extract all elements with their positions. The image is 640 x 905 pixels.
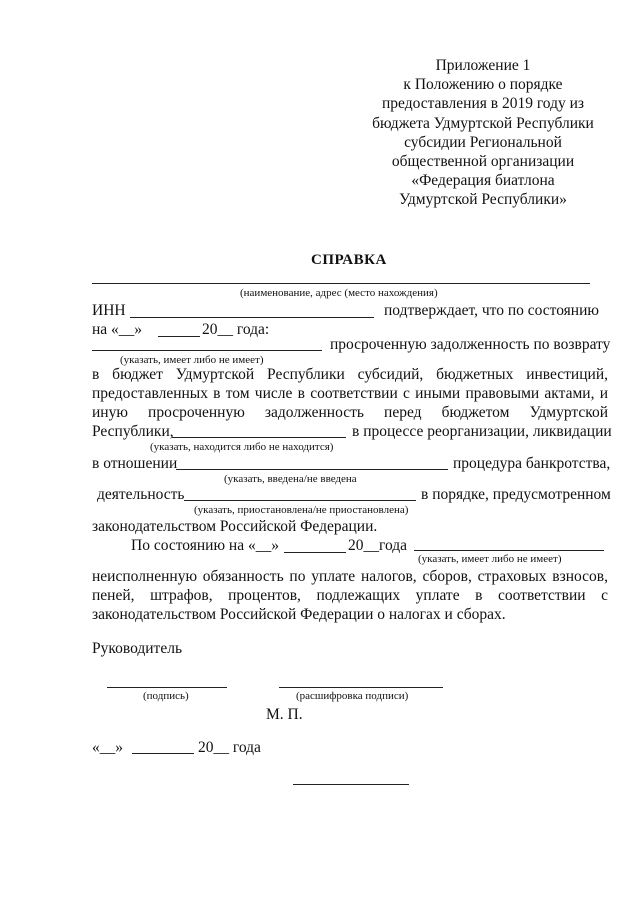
body-line-1: в бюджет Удмуртской Республики субсидий, бюджетных инвестиций, bbox=[92, 366, 608, 383]
annex-line: предоставления в 2019 году из bbox=[381, 95, 585, 113]
signature-blank bbox=[107, 687, 227, 688]
final-date-month-blank bbox=[132, 753, 194, 754]
signature-decode-blank bbox=[279, 687, 443, 688]
reorganization-status-blank bbox=[172, 437, 346, 438]
hint-signature: (подпись) bbox=[143, 690, 189, 702]
final-date-year: 20__ года bbox=[198, 739, 261, 756]
regarding-text: в отношении bbox=[92, 455, 178, 472]
hint-name-address: (наименование, адрес (место нахождения) bbox=[240, 287, 438, 299]
hint-signature-decode: (расшифровка подписи) bbox=[296, 690, 409, 702]
annex-line: субсидии Региональной bbox=[404, 133, 562, 151]
inn-confirms-text: подтверждает, что по состоянию bbox=[384, 302, 599, 319]
hint-has-2: (указать, имеет либо не имеет) bbox=[418, 553, 562, 565]
asof-year: 20__года bbox=[348, 537, 408, 554]
annex-line: Удмуртской Республики» bbox=[399, 191, 567, 209]
date-month-blank bbox=[158, 336, 200, 337]
head-label: Руководитель bbox=[92, 640, 183, 657]
body-line-3: иную просроченную задолженность перед бюджетом Удмуртской bbox=[92, 404, 608, 421]
hint-has: (указать, имеет либо не имеет) bbox=[120, 354, 264, 366]
asof-month-blank bbox=[284, 552, 346, 553]
inn-blank bbox=[130, 317, 374, 318]
inn-label: ИНН bbox=[92, 302, 126, 319]
tax-line-3: законодательством Российской Федерации о налогах и сборах. bbox=[92, 606, 506, 623]
stamp-label: М. П. bbox=[266, 706, 303, 723]
annex-line: к Положению о порядке bbox=[403, 76, 563, 94]
activity-text: деятельность bbox=[97, 486, 185, 503]
hint-is: (указать, находится либо не находится) bbox=[150, 441, 334, 453]
body-line-4-suffix: в процессе реорганизации, ликвидации bbox=[352, 423, 612, 440]
document-title: СПРАВКА bbox=[311, 252, 387, 268]
body-line-4-prefix: Республики, bbox=[92, 423, 174, 440]
annex-header bbox=[350, 56, 616, 210]
annex-line: бюджета Удмуртской Республики bbox=[372, 114, 594, 132]
annex-line: общественной организации bbox=[391, 153, 575, 171]
bankruptcy-text: процедура банкротства, bbox=[453, 455, 611, 472]
date-year: 20__ года: bbox=[202, 321, 270, 338]
tax-status-blank bbox=[414, 550, 604, 551]
overdue-debt-text: просроченную задолженность по возврату bbox=[330, 336, 611, 353]
bankruptcy-status-blank bbox=[176, 469, 448, 470]
in-order-text: в порядке, предусмотренном bbox=[421, 486, 611, 503]
annex-line: Приложение 1 bbox=[435, 57, 531, 74]
asof-prefix: По состоянию на «__» bbox=[131, 537, 279, 554]
hint-suspended: (указать, приостановлена/не приостановлена) bbox=[194, 504, 409, 516]
activity-status-blank bbox=[184, 500, 416, 501]
date-prefix: на «__» bbox=[92, 321, 143, 338]
body-line-2: предоставленных в том числе в соответствии с иными правовыми актами, и bbox=[92, 385, 608, 402]
tax-line-1: неисполненную обязанность по уплате налогов, сборов, страховых взносов, bbox=[92, 568, 608, 585]
final-date-prefix: «__» bbox=[92, 739, 123, 756]
tax-line-2: пеней, штрафов, процентов, подлежащих уплате в соответствии с bbox=[92, 587, 608, 604]
hint-introduced: (указать, введена/не введена bbox=[224, 473, 357, 485]
name-address-blank bbox=[92, 283, 590, 284]
bottom-blank-line bbox=[293, 784, 409, 785]
legislation-text: законодательством Российской Федерации. bbox=[92, 518, 378, 535]
annex-line: «Федерация биатлона bbox=[411, 172, 555, 190]
overdue-status-blank bbox=[92, 350, 322, 351]
